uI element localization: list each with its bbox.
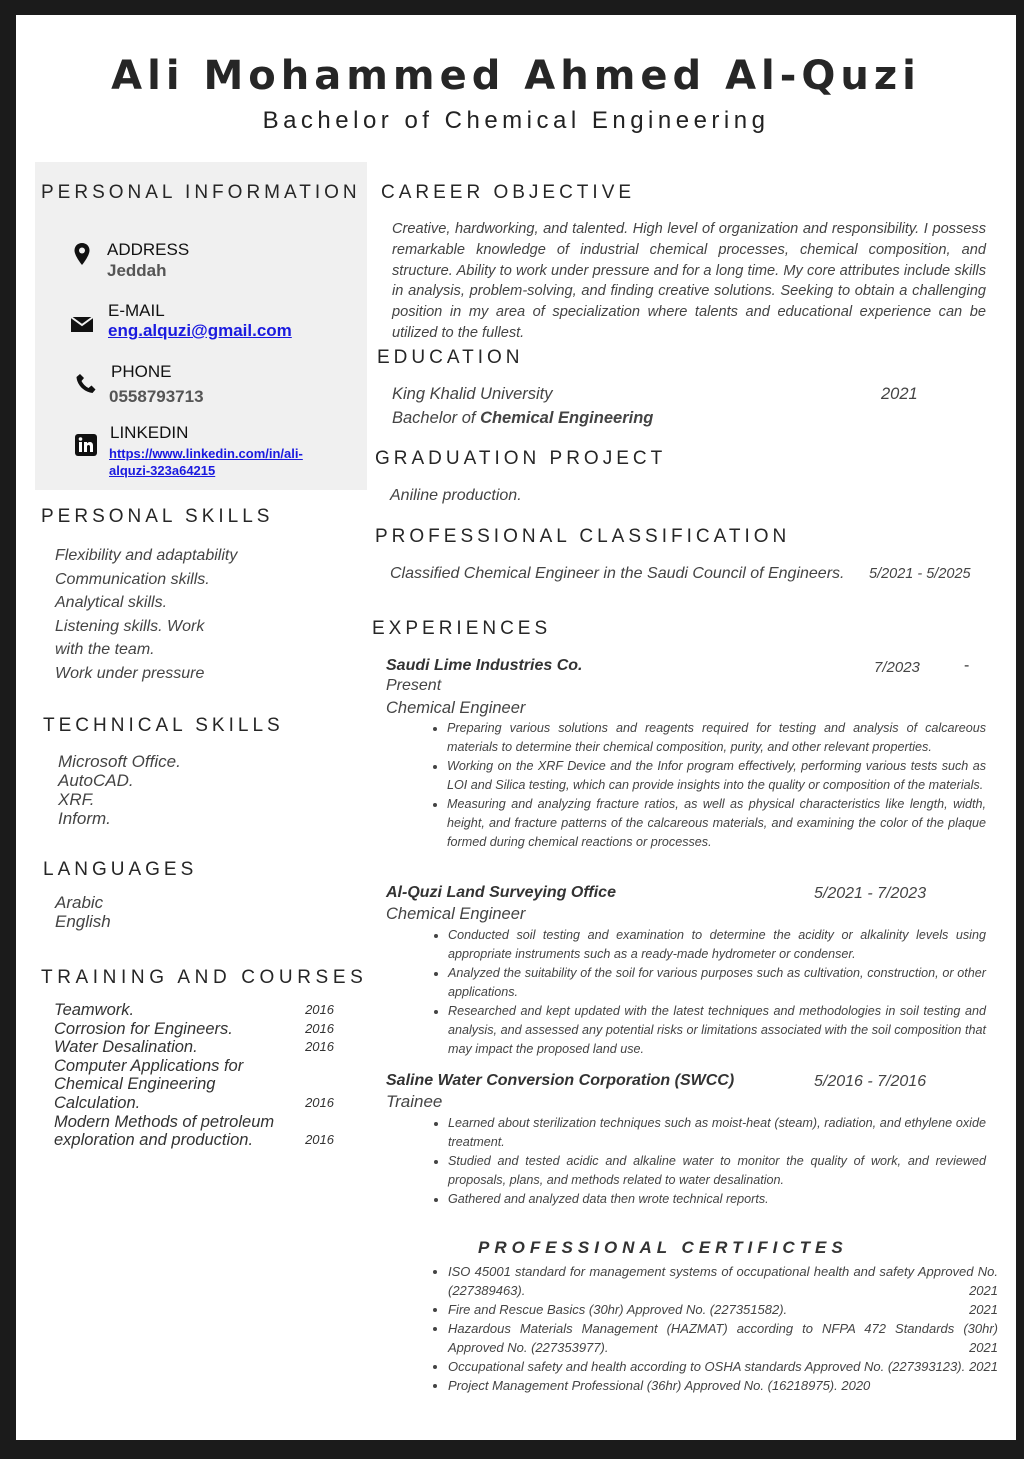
company-name: Saline Water Conversion Corporation (SWCC) <box>386 1072 735 1089</box>
experience-item <box>386 657 986 852</box>
certificates-list <box>386 1262 998 1395</box>
duty-item: • Researched and kept updated with the latest techniques and methodologies in soil testing and analysis, and assessed any potential risks or limitations associated with the soil composition that may impact the proposed land use. <box>448 1002 986 1059</box>
skill-item: Flexibility and adaptability <box>55 547 238 564</box>
linkedin-icon <box>74 433 98 462</box>
job-dates: 5/2016 - 7/2016 <box>814 1073 927 1090</box>
certificate-item: • Hazardous Materials Management (HAZMAT) according to NFPA 472 Standards (30hr) Approved No. (227353977). 2021 <box>448 1319 998 1357</box>
phone-value: 0558793713 <box>109 387 204 406</box>
experience-item <box>386 1072 986 1209</box>
certificate-item: • ISO 45001 standard for management systems of occupational health and safety Approved No. (227389463). 2021 <box>448 1262 998 1300</box>
phone-label: PHONE <box>111 362 172 381</box>
training-heading: TRAINING AND COURSES <box>41 967 368 988</box>
job-present: Present <box>386 677 442 694</box>
linkedin-label: LINKEDIN <box>110 423 189 442</box>
classification-text: Classified Chemical Engineer in the Saudi Council of Engineers. <box>390 565 845 582</box>
linkedin-link-line2[interactable]: alquzi-323a64215 <box>109 463 216 478</box>
duty-item: • Analyzed the suitability of the soil for various purposes such as cultivation, construction, or other applications. <box>448 964 986 1002</box>
address-value: Jeddah <box>107 261 167 280</box>
tech-skill-item: XRF. <box>58 790 95 809</box>
job-duties <box>385 719 986 852</box>
certificate-item: • Fire and Rescue Basics (30hr) Approved No. (227351582). 2021 <box>448 1300 998 1319</box>
job-role: Chemical Engineer <box>386 699 526 717</box>
language-item: English <box>55 912 111 931</box>
education-degree: Bachelor of Chemical Engineering <box>392 409 654 427</box>
skill-item: Listening skills. Work <box>55 617 205 635</box>
skill-item: Work under pressure <box>55 664 205 682</box>
company-name: Saudi Lime Industries Co. <box>386 657 583 674</box>
address-label: ADDRESS <box>107 240 190 259</box>
envelope-icon <box>70 312 94 341</box>
phone-icon <box>74 372 98 401</box>
course-item: Modern Methods of petroleum <box>54 1112 275 1131</box>
education-year: 2021 <box>881 385 918 403</box>
technical-skills-list <box>58 752 181 828</box>
classification-heading: PROFESSIONAL CLASSIFICATION <box>375 526 791 547</box>
technical-skills-heading: TECHNICAL SKILLS <box>43 715 284 736</box>
tech-skill-item: Inform. <box>58 809 111 828</box>
duty-item: • Studied and tested acidic and alkaline water to monitor the quality of work, and reviewed proposals, plans, and methods related to water desalination. <box>448 1152 986 1190</box>
classification-dates: 5/2021 - 5/2025 <box>869 566 971 582</box>
job-dates: 7/2023 <box>874 659 920 676</box>
job-dates: 5/2021 - 7/2023 <box>814 885 927 902</box>
duty-item: • Learned about sterilization techniques such as moist-heat (steam), radiation, and ethylene oxide treatment. <box>448 1114 986 1152</box>
location-pin-icon <box>70 242 94 271</box>
university-name: King Khalid University <box>392 385 553 403</box>
personal-info-heading: PERSONAL INFORMATION <box>41 182 361 203</box>
linkedin-link-line1[interactable]: https://www.linkedin.com/in/ali- <box>109 446 303 461</box>
languages-list <box>55 893 111 931</box>
course-item: Computer Applications for <box>54 1056 244 1075</box>
certificate-item: • Occupational safety and health according to OSHA standards Approved No. (227393123). 2021 <box>448 1357 998 1376</box>
certificates-heading: PROFESSIONAL CERTIFICTES <box>478 1238 848 1257</box>
duty-item: • Gathered and analyzed data then wrote technical reports. <box>448 1190 986 1209</box>
duty-item: • Working on the XRF Device and the Infor program effectively, performing various tests such as LOI and Silica testing, which can provide insights into the quality or composition of the materials. <box>447 757 986 795</box>
skill-item: with the team. <box>55 641 155 658</box>
course-item: exploration and production. 2016 <box>54 1131 334 1150</box>
resume-page <box>16 15 1016 1440</box>
email-label: E-MAIL <box>108 301 165 320</box>
languages-heading: LANGUAGES <box>43 859 198 880</box>
experience-item <box>386 884 986 1059</box>
job-role: Trainee <box>386 1092 443 1111</box>
duty-item: • Preparing various solutions and reagents required for testing and analysis of calcareous materials to determine their chemical composition, purity, and other relevant properties. <box>447 719 986 757</box>
company-name: Al-Quzi Land Surveying Office <box>386 884 616 901</box>
experiences-heading: EXPERIENCES <box>372 618 552 639</box>
personal-skills-heading: PERSONAL SKILLS <box>41 506 274 527</box>
graduation-project-text: Aniline production. <box>390 487 522 504</box>
graduation-project-heading: GRADUATION PROJECT <box>375 448 667 469</box>
skill-item: Communication skills. <box>55 570 210 588</box>
skill-item: Analytical skills. <box>55 594 168 611</box>
email-link[interactable]: eng.alquzi@gmail.com <box>108 321 292 340</box>
job-dates-dash: - <box>964 657 970 674</box>
course-item: Chemical Engineering <box>54 1075 216 1094</box>
job-duties <box>386 926 986 1059</box>
training-list <box>54 1001 334 1150</box>
course-item: Water Desalination. 2016 <box>54 1038 334 1057</box>
job-duties <box>386 1114 986 1209</box>
course-item: Corrosion for Engineers. 2016 <box>54 1019 334 1038</box>
personal-skills-list <box>55 544 237 685</box>
course-item: Teamwork. 2016 <box>54 1001 334 1019</box>
duty-item: • Conducted soil testing and examination to determine the acidity or alkalinity levels using appropriate instruments such as a ready-made hydrometer or condenser. <box>448 926 986 964</box>
language-item: Arabic <box>55 893 104 912</box>
career-objective-heading: CAREER OBJECTIVE <box>381 182 636 203</box>
applicant-degree: Bachelor of Chemical Engineering <box>262 107 770 134</box>
job-role: Chemical Engineer <box>386 905 526 923</box>
education-heading: EDUCATION <box>377 347 524 368</box>
duty-item: • Measuring and analyzing fracture ratios, as well as physical characteristics like length, width, height, and fracture patterns of the calcareous materials, and examining the color of the plaque formed during chemical reactions or processes. <box>447 795 986 852</box>
career-objective-text: Creative, hardworking, and talented. High level of organization and responsibility. I possess remarkable knowledge of industrial chemical processes, chemical composition, and structure. Ability to work under pressure and for a long time. My core attributes include skills in analysis, problem-solving, and finding creative solutions. Seeking to obtain a challenging position in my area of specialization where talents and educational experience can be utilized to the fullest. <box>392 221 986 341</box>
course-item: Calculation. 2016 <box>54 1093 334 1112</box>
tech-skill-item: Microsoft Office. <box>58 752 181 771</box>
applicant-name: Ali Mohammed Ahmed Al-Quzi <box>111 53 921 99</box>
certificate-item: • Project Management Professional (36hr) Approved No. (16218975). 2020 <box>448 1376 998 1395</box>
tech-skill-item: AutoCAD. <box>58 771 134 790</box>
